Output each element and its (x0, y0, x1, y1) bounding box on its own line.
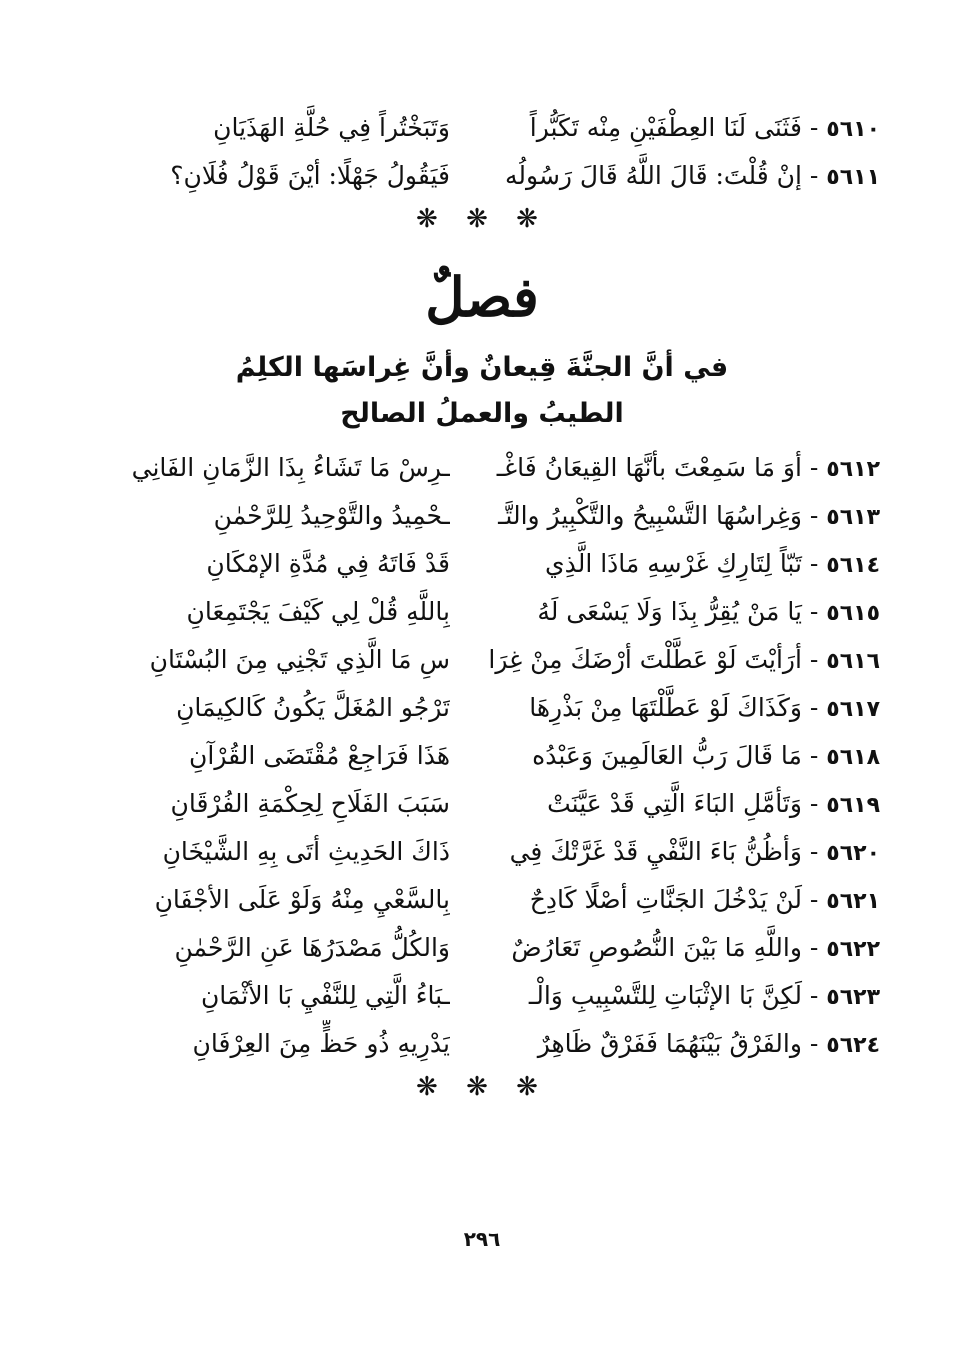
verse-second-hemistich: ـرِسْ مَا تَشَاءُ بِذَا الزَّمَانِ الفَانِي (131, 453, 450, 482)
verse-first-text: وَتَأمَّلِ البَاءَ الَّتِي قَدْ عَيَّنَتْ (547, 789, 802, 818)
verse-first-text: يَا مَنْ يُقِرُّ بِذَا وَلَا يَسْعَى لَهُ (537, 597, 802, 626)
verse-row (90, 924, 880, 972)
verse-first-hemistich: ٥٦٢٢ - واللَّهِ مَا بَيْنَ النُّصُوصِ تَعَارُضٌ (511, 933, 880, 962)
verse-first-text: وَأظُنُّ بَاءَ النَّفْيِ قَدْ غَرَّتْكَ فِي (509, 837, 802, 866)
verse-first-text: أرَأيْتَ لَوْ عَطَّلْتَ أرْضَكَ مِنْ غِرَا (488, 645, 802, 674)
separator-bottom: ❋ ❋ ❋ (416, 1072, 548, 1102)
verse-first-hemistich: ٥٦١٤ - تَبّاً لِتَارِكِ غَرْسِهِ مَاذَا الَّذِي (545, 549, 880, 578)
verse-first-text: لَنْ يَدْخُلَ الجَنَّاتِ أصْلًا كَادِحٌ (529, 885, 802, 914)
verse-first-text: لَكِنَّ بَا الإثْبَاتِ لِلتَّسْبِيبِ وَالْـ (528, 981, 802, 1010)
verse-row (90, 492, 880, 540)
verse-second-hemistich: سِ مَا الَّذِي تَجْنِي مِنَ البُسْتَانِ (149, 645, 450, 674)
verse-number: ٥٦٢٠ (826, 841, 880, 866)
verse-first-hemistich: ٥٦١٧ - وَكَذَاكَ لَوْ عَطَّلْتَهَا مِنْ بَذْرِهَا (529, 693, 880, 722)
verse-first-text: مَا قَالَ رَبُّ العَالَمِينَ وَعَبْدُه (532, 741, 802, 770)
verse-row (90, 152, 880, 200)
verse-first-hemistich: ٥٦١٦ - أرَأيْتَ لَوْ عَطَّلْتَ أرْضَكَ مِنْ غِرَا (488, 645, 880, 674)
verse-row (90, 636, 880, 684)
verse-number: ٥٦٢٢ (826, 937, 880, 962)
verse-first-text: والفَرْقُ بَيْنَهُمَا فَفَرْقٌ ظَاهِرٌ (537, 1029, 802, 1058)
verse-first-text: فَثَنَى لَنَا العِطْفَيْنِ مِنْه تَكَبُّراً (529, 113, 802, 142)
verse-first-text: إنْ قُلْتَ: قَالَ اللَّهُ قَالَ رَسُولُه (505, 161, 802, 190)
verse-second-hemistich: ذَاكَ الحَدِيثِ أتَى بِهِ الشَّيْخَانِ (162, 837, 450, 866)
verse-second-hemistich: هَذَا فَرَاجِعْ مُقْتَضَى القُرْآنِ (189, 741, 450, 770)
verse-first-text: أوَ مَا سَمِعْتَ بأنَّهَا القِيعَانُ فَاغْـ (496, 453, 802, 482)
verse-first-hemistich: ٥٦١٣ - وَغِراسُهَا التَّسْبِيحُ والتَّكْبِيرُ والتَّـ (498, 501, 880, 530)
verse-row (90, 1020, 880, 1068)
verse-second-hemistich: وَتَبَخْتُراً فِي حُلَّةِ الهَذَيَانِ (213, 113, 450, 142)
page-number: ٢٩٦ (463, 1227, 501, 1251)
verse-number: ٥٦١١ (826, 165, 880, 190)
verse-row (90, 828, 880, 876)
verse-first-hemistich: ٥٦٢٣ - لَكِنَّ بَا الإثْبَاتِ لِلتَّسْبِيبِ وَالْـ (528, 981, 880, 1010)
top-verse-block (90, 104, 880, 200)
verse-number: ٥٦١٦ (826, 649, 880, 674)
verse-second-hemistich: بِاللَّهِ قُلْ لِي كَيْفَ يَجْتَمِعَانِ (186, 597, 450, 626)
verse-second-hemistich: ـبَاءُ الَّتِي لِلنَّفْيِ بَا الأثْمَانِ (200, 981, 450, 1010)
verse-second-hemistich: وَالكُلُّ مَصْدَرُهَا عَنِ الرَّحْمٰنِ (174, 933, 450, 962)
verse-number: ٥٦١٩ (826, 793, 880, 818)
verse-number: ٥٦١٤ (826, 553, 880, 578)
verse-number: ٥٦١٨ (826, 745, 880, 770)
main-verse-block (90, 444, 880, 1068)
verse-row (90, 588, 880, 636)
verse-row (90, 876, 880, 924)
verse-first-hemistich: ٥٦٢٠ - وَأظُنُّ بَاءَ النَّفْيِ قَدْ غَرَّتْكَ فِي (509, 837, 880, 866)
verse-first-hemistich: ٥٦٢٤ - والفَرْقُ بَيْنَهُمَا فَفَرْقٌ ظَاهِرٌ (537, 1029, 880, 1058)
verse-second-hemistich: فَيَقُولُ جَهْلًا: أيْنَ قَوْلُ فُلَانِ؟ (170, 161, 450, 190)
verse-second-hemistich: ـحْمِيدُ والتَّوْحِيدُ لِلرَّحْمٰنِ (213, 501, 450, 530)
verse-number: ٥٦١٧ (826, 697, 880, 722)
verse-first-text: تَبّاً لِتَارِكِ غَرْسِهِ مَاذَا الَّذِي (545, 549, 802, 578)
verse-first-hemistich: ٥٦١١ - إنْ قُلْتَ: قَالَ اللَّهُ قَالَ رَسُولُه (505, 161, 880, 190)
section-title: فصلٌ (425, 265, 539, 329)
verse-number: ٥٦١٢ (826, 457, 880, 482)
section-subtitle-line1: في أنَّ الجنَّةَ قِيعانٌ وأنَّ غِراسَها الكلِمُ (235, 352, 729, 383)
verse-number: ٥٦١٠ (826, 117, 880, 142)
verse-row (90, 104, 880, 152)
verse-first-text: وَكَذَاكَ لَوْ عَطَّلْتَهَا مِنْ بَذْرِهَا (529, 693, 802, 722)
verse-number: ٥٦١٣ (826, 505, 880, 530)
verse-number: ٥٦١٥ (826, 601, 880, 626)
verse-first-hemistich: ٥٦١٩ - وَتَأمَّلِ البَاءَ الَّتِي قَدْ عَيَّنَتْ (547, 789, 880, 818)
verse-row (90, 684, 880, 732)
verse-second-hemistich: بِالسَّعْيِ مِنْهُ وَلَوْ عَلَى الأجْفَانِ (154, 885, 450, 914)
verse-number: ٥٦٢٤ (826, 1033, 880, 1058)
verse-second-hemistich: تَرْجُو المُغَلَّ يَكُونُ كَالكِيمَانِ (176, 693, 450, 722)
verse-row (90, 780, 880, 828)
verse-row (90, 444, 880, 492)
verse-first-text: وَغِراسُهَا التَّسْبِيحُ والتَّكْبِيرُ والتَّـ (498, 501, 802, 530)
verse-first-hemistich: ٥٦٢١ - لَنْ يَدْخُلَ الجَنَّاتِ أصْلًا كَادِحٌ (529, 885, 880, 914)
verse-row (90, 732, 880, 780)
verse-first-hemistich: ٥٦١٠ - فَثَنَى لَنَا العِطْفَيْنِ مِنْه تَكَبُّراً (529, 113, 880, 142)
verse-first-hemistich: ٥٦١٢ - أوَ مَا سَمِعْتَ بأنَّهَا القِيعَانُ فَاغْـ (496, 453, 880, 482)
verse-second-hemistich: قَدْ فَاتَهُ فِي مُدَّةِ الإمْكَانِ (206, 549, 450, 578)
verse-row (90, 540, 880, 588)
verse-second-hemistich: يَدْرِيهِ ذُو حَظٍّ مِنَ العِرْفَانِ (192, 1029, 450, 1058)
verse-first-text: واللَّهِ مَا بَيْنَ النُّصُوصِ تَعَارُضٌ (511, 933, 802, 962)
verse-row (90, 972, 880, 1020)
verse-first-hemistich: ٥٦١٥ - يَا مَنْ يُقِرُّ بِذَا وَلَا يَسْعَى لَهُ (537, 597, 880, 626)
verse-number: ٥٦٢١ (826, 889, 880, 914)
verse-first-hemistich: ٥٦١٨ - مَا قَالَ رَبُّ العَالَمِينَ وَعَبْدُه (532, 741, 880, 770)
separator-top: ❋ ❋ ❋ (416, 204, 548, 234)
verse-second-hemistich: سَبَبَ الفَلَاحِ لِحِكْمَةِ الفُرْقَانِ (170, 789, 450, 818)
section-subtitle-line2: الطيبُ والعملُ الصالح (340, 398, 624, 429)
verse-number: ٥٦٢٣ (826, 985, 880, 1010)
